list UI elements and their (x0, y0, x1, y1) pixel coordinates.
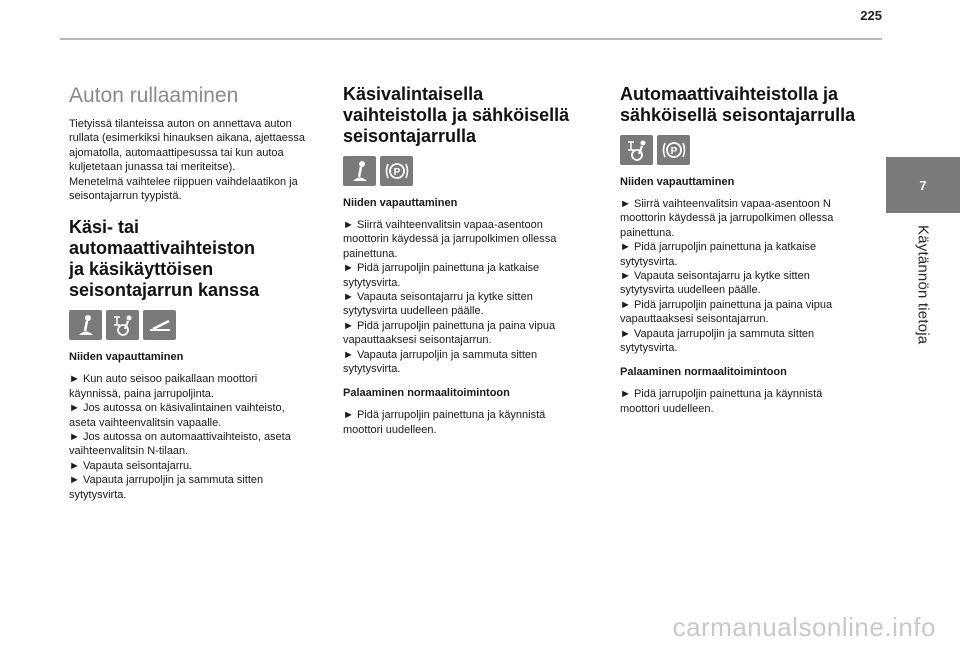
steps-list (620, 197, 878, 355)
section-title-manual-electric: Käsivalintaisella vaihteistolla ja sähköisellä seisontajarrulla (343, 84, 570, 146)
chapter-tab[interactable]: 7 (886, 157, 960, 213)
automatic-gearbox-icon (106, 310, 139, 340)
automatic-gearbox-icon (620, 135, 653, 165)
step-line: vapauttaaksesi seisontajarrun. (343, 334, 492, 347)
step-line: ► Pidä jarrupoljin painettuna ja käynnistä (620, 388, 823, 401)
intro-line: rullata (esimerkiksi hinauksen aikana, ajettaessa (69, 132, 306, 145)
step-line: sytytysvirta uudelleen päälle. (343, 305, 484, 318)
step-line: painettuna. (343, 247, 398, 260)
column-2 (343, 84, 601, 447)
step-line: sytytysvirta uudelleen päälle. (620, 284, 761, 297)
intro-line: ajomatolla, automaattipesussa tai kun autoa (69, 146, 284, 159)
step-line: sytytysvirta. (343, 276, 401, 289)
steps-list (343, 408, 601, 437)
step-line: ► Pidä jarrupoljin painettuna ja paina vipua (343, 319, 556, 332)
icon-row (343, 156, 601, 186)
subheading-return-normal: Palaaminen normaalitoimintoon (343, 387, 510, 400)
step-line: ► Jos autossa on käsivalintainen vaihteisto, (69, 402, 285, 415)
step-line: ► Siirrä vaihteenvalitsin vapaa-asentoon (343, 219, 543, 231)
step-line: sytytysvirta. (620, 255, 678, 268)
column-3 (620, 84, 878, 426)
step-line: ► Pidä jarrupoljin painettuna ja katkaise (343, 262, 540, 275)
icon-row (69, 310, 327, 340)
svg-text:P: P (670, 146, 677, 157)
step-line: ► Pidä jarrupoljin painettuna ja katkaise (620, 241, 817, 254)
header-rule (60, 38, 882, 40)
electric-parking-brake-icon (657, 135, 690, 165)
steps-list (343, 218, 601, 376)
handbrake-lever-icon (143, 310, 176, 340)
step-line: ► Vapauta seisontajarru. (69, 459, 193, 472)
step-line: sytytysvirta. (69, 488, 127, 501)
step-line: vaihteenvalitsin N-tilaan. (69, 445, 189, 458)
intro-line: seisontajarrun tyypistä. (69, 190, 182, 203)
section-title-manual-auto-handbrake: Käsi- tai automaattivaihteiston ja käsikäyttöisen seisontajarrun kanssa (69, 217, 260, 301)
step-line: moottorin käydessä ja jarrupolkimen ollessa (620, 212, 834, 225)
step-line: ► Pidä jarrupoljin painettuna ja paina vipua (620, 298, 833, 311)
step-line: sytytysvirta. (620, 342, 678, 355)
step-line: moottori uudelleen. (343, 423, 437, 436)
step-line: vapauttaaksesi seisontajarrun. (620, 313, 769, 326)
electric-parking-brake-icon (380, 156, 413, 186)
section-title-auto-electric: Automaattivaihteistolla ja sähköisellä seisontajarrulla (620, 84, 856, 125)
chapter-label-text: Käytännön tietoja (914, 225, 932, 345)
step-line: ► Jos autossa on automaattivaihteisto, aseta (69, 431, 291, 444)
page-number: 225 (860, 8, 882, 23)
step-line: sytytysvirta. (343, 363, 401, 376)
svg-text:P: P (393, 167, 400, 178)
page-title: Auton rullaaminen (69, 84, 239, 107)
step-line: käynnissä, paina jarrupoljinta. (69, 387, 214, 400)
intro-line: Tietyissä tilanteissa auton on annettava auton (69, 118, 292, 130)
subheading-release: Niiden vapauttaminen (343, 197, 458, 209)
subheading-release: Niiden vapauttaminen (69, 351, 184, 364)
chapter-label (900, 225, 946, 355)
step-line: moottori uudelleen. (620, 402, 714, 415)
manual-gearbox-icon (69, 310, 102, 340)
steps-list (69, 372, 327, 502)
subheading-return-normal: Palaaminen normaalitoimintoon (620, 366, 787, 379)
column-1 (69, 84, 327, 512)
subheading-release: Niiden vapauttaminen (620, 176, 735, 188)
step-line: ► Kun auto seisoo paikallaan moottori (69, 373, 258, 386)
intro-line: Menetelmä vaihtelee riippuen vaihdelaatikon ja (69, 175, 298, 188)
step-line: moottorin käydessä ja jarrupolkimen ollessa (343, 233, 557, 246)
intro-line: kuljetetaan junassa tai meriteitse). (69, 161, 236, 174)
step-line: painettuna. (620, 226, 675, 239)
watermark: carmanualsonline.info (672, 612, 936, 642)
step-line: ► Vapauta seisontajarru ja kytke sitten (620, 270, 810, 283)
steps-list (620, 387, 878, 416)
step-line: aseta vaihteenvalitsin vapaalle. (69, 416, 222, 429)
icon-row (620, 135, 878, 165)
step-line: ► Vapauta jarrupoljin ja sammuta sitten (343, 348, 538, 361)
step-line: ► Vapauta jarrupoljin ja sammuta sitten (620, 327, 815, 340)
step-line: ► Vapauta seisontajarru ja kytke sitten (343, 291, 533, 304)
manual-gearbox-icon (343, 156, 376, 186)
step-line: ► Pidä jarrupoljin painettuna ja käynnistä (343, 409, 546, 422)
step-line: ► Vapauta jarrupoljin ja sammuta sitten (69, 474, 264, 487)
step-line: ► Siirrä vaihteenvalitsin vapaa-asentoon N (620, 198, 831, 210)
intro-paragraph (69, 117, 327, 203)
